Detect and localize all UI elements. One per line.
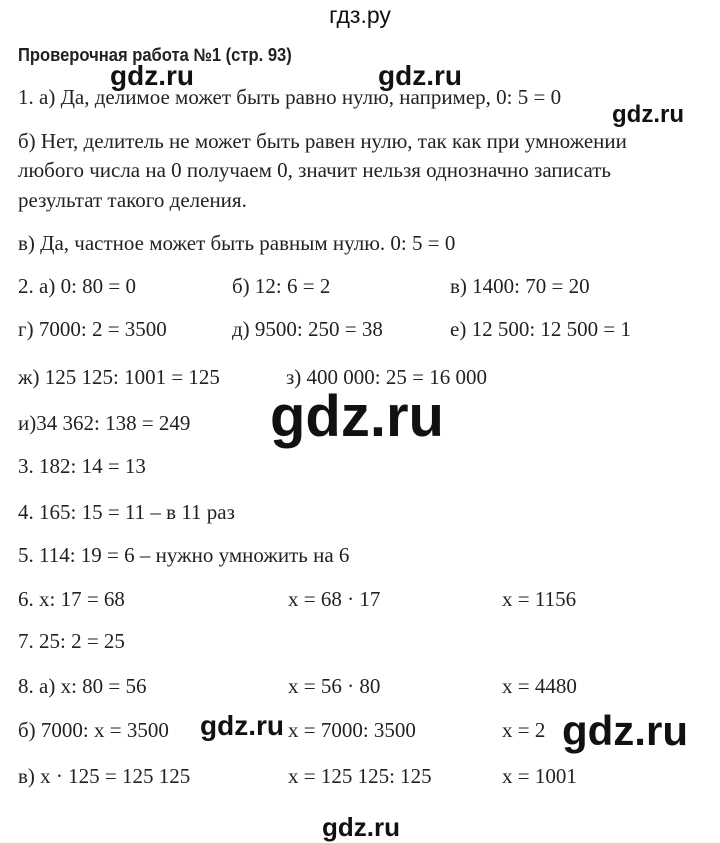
- answer-2zh: ж) 125 125: 1001 = 125: [18, 365, 220, 389]
- answer-6-step2: x = 68 · 17: [288, 587, 381, 611]
- answer-8a-step2: x = 56 · 80: [288, 674, 381, 698]
- answer-1a: 1. а) Да, делимое может быть равно нулю, например, 0: 5 = 0: [18, 85, 562, 109]
- answer-2d: д) 9500: 250 = 38: [232, 317, 383, 341]
- watermark: gdz.ru: [378, 60, 462, 91]
- watermark: gdz.ru: [200, 710, 284, 741]
- answer-8a-step3: x = 4480: [502, 674, 577, 698]
- watermark: gdz.ru: [110, 60, 194, 91]
- answer-6-step3: x = 1156: [502, 587, 577, 611]
- answer-2b: б) 12: 6 = 2: [232, 274, 331, 298]
- answer-8v-step2: x = 125 125: 125: [288, 764, 432, 788]
- answer-2a: 2. а) 0: 80 = 0: [18, 274, 136, 298]
- answer-8a-step1: 8. а) x: 80 = 56: [18, 674, 147, 698]
- answer-1v: в) Да, частное может быть равным нулю. 0: 5 = 0: [18, 231, 456, 255]
- answer-4: 4. 165: 15 = 11 – в 11 раз: [18, 500, 235, 524]
- answer-2i: и)34 362: 138 = 249: [18, 411, 191, 435]
- watermark: gdz.ru: [270, 384, 444, 449]
- site-header: гдз.ру: [329, 2, 391, 28]
- answer-2v: в) 1400: 70 = 20: [450, 274, 590, 298]
- answer-2z: з) 400 000: 25 = 16 000: [286, 365, 487, 389]
- answer-1b-line3: результат такого деления.: [18, 188, 247, 212]
- answer-2g: г) 7000: 2 = 3500: [18, 317, 167, 341]
- answer-1b-line2: любого числа на 0 получаем 0, значит нельзя однозначно записать: [18, 158, 611, 182]
- answer-5: 5. 114: 19 = 6 – нужно умножить на 6: [18, 543, 350, 567]
- document-title: Проверочная работа №1 (стр. 93): [18, 45, 292, 65]
- answer-8b-step2: x = 7000: 3500: [288, 718, 416, 742]
- answer-6-step1: 6. x: 17 = 68: [18, 587, 125, 611]
- watermark: gdz.ru: [612, 101, 684, 128]
- answer-8v-step1: в) x · 125 = 125 125: [18, 764, 191, 788]
- answer-3: 3. 182: 14 = 13: [18, 454, 146, 478]
- answer-8v-step3: x = 1001: [502, 764, 577, 788]
- answer-2e: е) 12 500: 12 500 = 1: [450, 317, 631, 341]
- answer-7: 7. 25: 2 = 25: [18, 629, 125, 653]
- watermark: gdz.ru: [322, 812, 400, 842]
- watermark: gdz.ru: [562, 707, 688, 754]
- answer-8b-step1: б) 7000: x = 3500: [18, 718, 169, 742]
- answer-8b-step3: x = 2: [502, 718, 546, 742]
- answer-1b-line1: б) Нет, делитель не может быть равен нулю, так как при умножении: [18, 129, 627, 153]
